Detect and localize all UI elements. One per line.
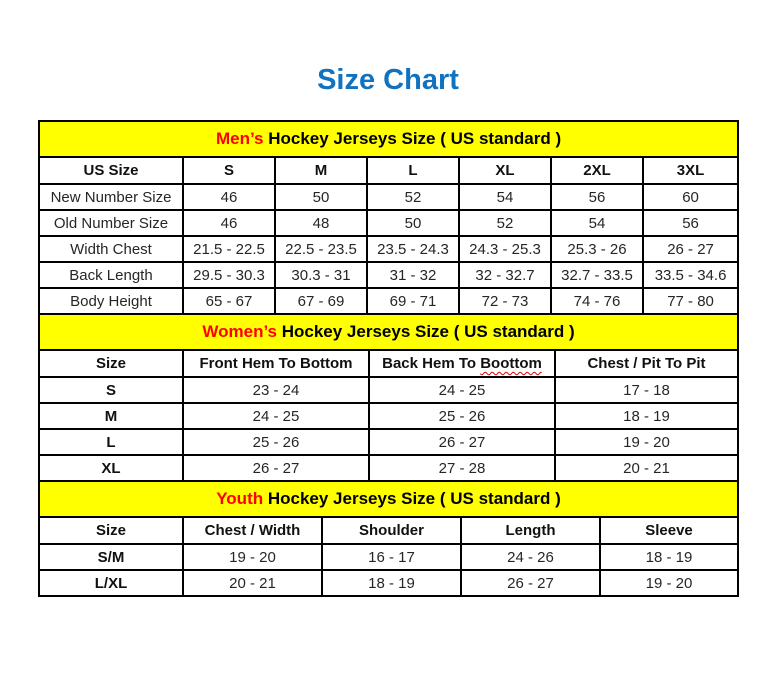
mens-heading-rest: Hockey Jerseys Size ( US standard )	[263, 129, 562, 148]
cell: 19 - 20	[600, 570, 738, 596]
cell: 25 - 26	[369, 403, 555, 429]
cell: 60	[643, 184, 738, 210]
cell: 20 - 21	[183, 570, 322, 596]
mens-col-header-2xl: 2XL	[551, 157, 643, 184]
back-hem-prefix: Back Hem To	[382, 355, 481, 372]
cell: 16 - 17	[322, 544, 461, 570]
youth-header-row	[39, 517, 738, 544]
cell: 22.5 - 23.5	[275, 236, 367, 262]
womens-section-band	[39, 314, 738, 350]
womens-section-heading	[39, 314, 738, 350]
cell: 24 - 26	[461, 544, 600, 570]
cell: 20 - 21	[555, 455, 738, 481]
cell: 52	[459, 210, 551, 236]
mens-col-header-xl: XL	[459, 157, 551, 184]
youth-heading-rest: Hockey Jerseys Size ( US standard )	[263, 489, 561, 508]
cell: 23.5 - 24.3	[367, 236, 459, 262]
cell: 23 - 24	[183, 377, 369, 403]
cell: 24 - 25	[183, 403, 369, 429]
youth-col-header-shoulder: Shoulder	[322, 517, 461, 544]
cell: 54	[459, 184, 551, 210]
row-label: Body Height	[39, 288, 183, 314]
cell: 30.3 - 31	[275, 262, 367, 288]
cell: 26 - 27	[183, 455, 369, 481]
womens-header-row	[39, 350, 738, 377]
cell: 32 - 32.7	[459, 262, 551, 288]
cell: 32.7 - 33.5	[551, 262, 643, 288]
cell: 69 - 71	[367, 288, 459, 314]
row-label: L/XL	[39, 570, 183, 596]
mens-col-header-l: L	[367, 157, 459, 184]
mens-col-header-m: M	[275, 157, 367, 184]
womens-col-header-back-hem	[369, 350, 555, 377]
size-chart-tables	[38, 120, 739, 597]
youth-row-sm	[39, 544, 738, 570]
youth-heading-accent: Youth	[216, 489, 264, 508]
mens-row-body-height	[39, 288, 738, 314]
row-label: Width Chest	[39, 236, 183, 262]
mens-row-new-number-size	[39, 184, 738, 210]
cell: 56	[643, 210, 738, 236]
cell: 18 - 19	[555, 403, 738, 429]
row-label: S	[39, 377, 183, 403]
womens-row-xl	[39, 455, 738, 481]
row-label: M	[39, 403, 183, 429]
row-label: L	[39, 429, 183, 455]
cell: 52	[367, 184, 459, 210]
youth-col-header-size: Size	[39, 517, 183, 544]
womens-row-l	[39, 429, 738, 455]
cell: 29.5 - 30.3	[183, 262, 275, 288]
mens-header-row	[39, 157, 738, 184]
mens-row-back-length	[39, 262, 738, 288]
cell: 31 - 32	[367, 262, 459, 288]
row-label: New Number Size	[39, 184, 183, 210]
cell: 26 - 27	[461, 570, 600, 596]
cell: 26 - 27	[643, 236, 738, 262]
youth-col-header-sleeve: Sleeve	[600, 517, 738, 544]
cell: 19 - 20	[183, 544, 322, 570]
youth-section-heading	[39, 481, 738, 517]
youth-col-header-chest-width: Chest / Width	[183, 517, 322, 544]
womens-col-header-chest: Chest / Pit To Pit	[555, 350, 738, 377]
mens-row-old-number-size	[39, 210, 738, 236]
womens-col-header-size: Size	[39, 350, 183, 377]
youth-col-header-length: Length	[461, 517, 600, 544]
cell: 67 - 69	[275, 288, 367, 314]
womens-heading-accent: Women’s	[202, 322, 277, 341]
cell: 72 - 73	[459, 288, 551, 314]
youth-size-table	[38, 480, 739, 597]
womens-col-header-front-hem: Front Hem To Bottom	[183, 350, 369, 377]
cell: 74 - 76	[551, 288, 643, 314]
cell: 17 - 18	[555, 377, 738, 403]
cell: 54	[551, 210, 643, 236]
row-label: S/M	[39, 544, 183, 570]
womens-heading-rest: Hockey Jerseys Size ( US standard )	[277, 322, 575, 341]
mens-section-heading	[39, 121, 738, 157]
mens-size-table	[38, 120, 739, 315]
mens-col-header-us-size: US Size	[39, 157, 183, 184]
cell: 21.5 - 22.5	[183, 236, 275, 262]
cell: 27 - 28	[369, 455, 555, 481]
mens-col-header-3xl: 3XL	[643, 157, 738, 184]
cell: 25.3 - 26	[551, 236, 643, 262]
cell: 33.5 - 34.6	[643, 262, 738, 288]
womens-row-s	[39, 377, 738, 403]
cell: 18 - 19	[322, 570, 461, 596]
cell: 65 - 67	[183, 288, 275, 314]
page-title: Size Chart	[317, 64, 459, 96]
cell: 48	[275, 210, 367, 236]
mens-row-width-chest	[39, 236, 738, 262]
cell: 46	[183, 184, 275, 210]
womens-size-table	[38, 313, 739, 482]
cell: 19 - 20	[555, 429, 738, 455]
cell: 24.3 - 25.3	[459, 236, 551, 262]
cell: 24 - 25	[369, 377, 555, 403]
mens-section-band	[39, 121, 738, 157]
cell: 25 - 26	[183, 429, 369, 455]
row-label: Old Number Size	[39, 210, 183, 236]
row-label: XL	[39, 455, 183, 481]
cell: 50	[367, 210, 459, 236]
cell: 77 - 80	[643, 288, 738, 314]
row-label: Back Length	[39, 262, 183, 288]
youth-row-lxl	[39, 570, 738, 596]
cell: 56	[551, 184, 643, 210]
mens-col-header-s: S	[183, 157, 275, 184]
cell: 26 - 27	[369, 429, 555, 455]
mens-heading-accent: Men’s	[215, 129, 264, 148]
cell: 18 - 19	[600, 544, 738, 570]
cell: 46	[183, 210, 275, 236]
womens-row-m	[39, 403, 738, 429]
back-hem-typo-word: Boottom	[480, 355, 542, 372]
youth-section-band	[39, 481, 738, 517]
cell: 50	[275, 184, 367, 210]
